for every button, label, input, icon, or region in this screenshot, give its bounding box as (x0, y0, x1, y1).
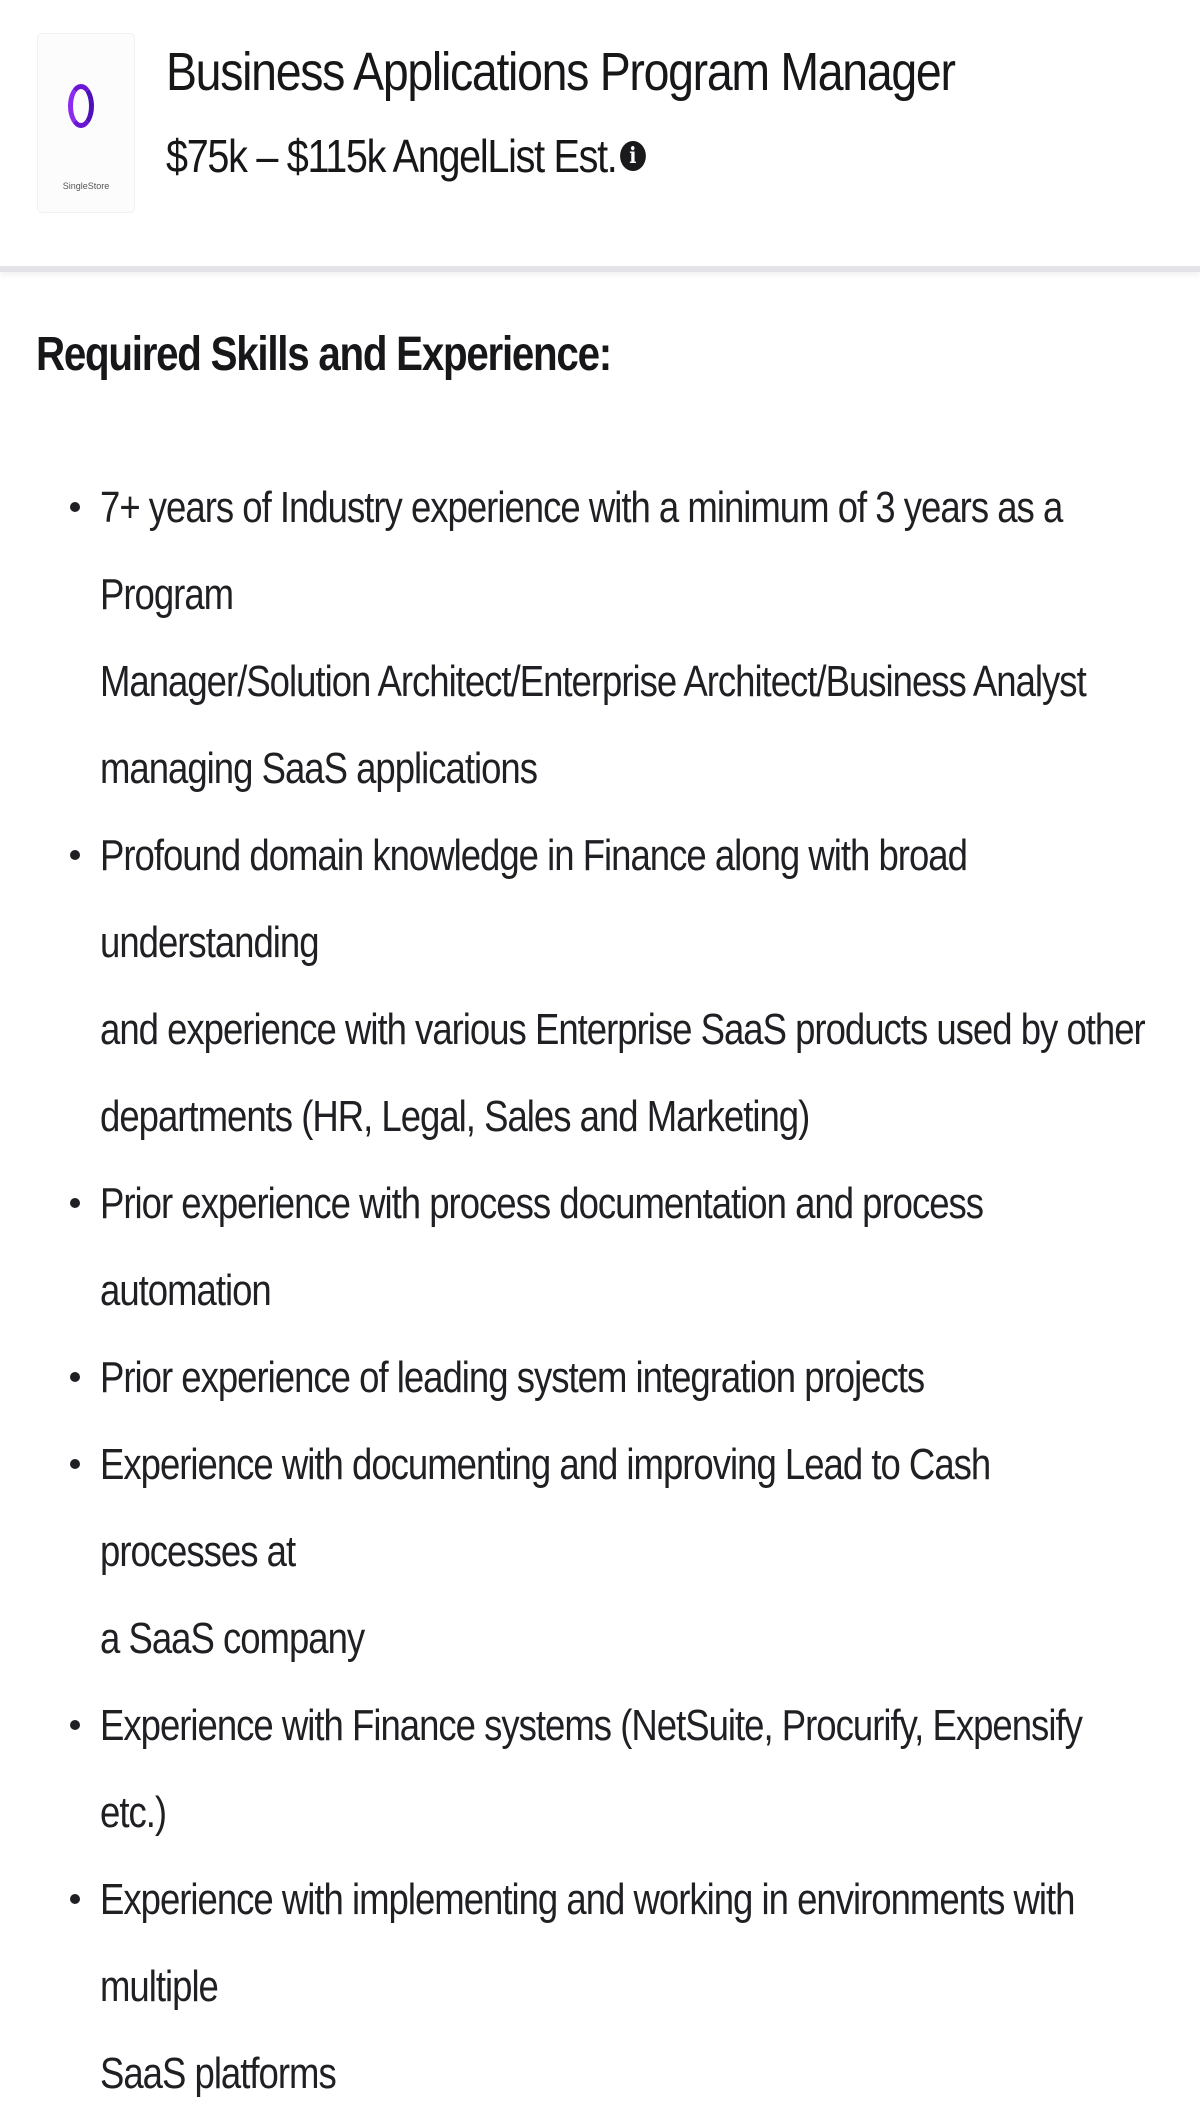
bullet-icon (70, 1459, 80, 1469)
salary-text: $75k – $115k AngelList Est. (166, 130, 617, 182)
list-item-text: Manager/Solution Architect/Enterprise Architect/Business Analyst (100, 657, 1086, 706)
list-item-text: Prior experience with process documentation and process automation (100, 1179, 984, 1315)
list-item-text: managing SaaS applications (100, 744, 538, 793)
bullet-icon (70, 1894, 80, 1904)
job-header (0, 0, 1200, 272)
list-item-text: Prior experience of leading system integration projects (100, 1353, 925, 1402)
list-item (0, 812, 1200, 1160)
list-item-text: Experience with documenting and improving Lead to Cash processes at (100, 1440, 991, 1576)
list-item-text: and experience with various Enterprise SaaS products used by other (100, 1005, 1145, 1054)
list-item-text: Experience with implementing and working in environments with multiple (100, 1875, 1075, 2011)
logo-ring-icon (68, 84, 94, 128)
bullet-icon (70, 502, 80, 512)
bullet-icon (70, 1198, 80, 1208)
list-item (0, 1856, 1200, 2117)
company-logo[interactable] (38, 34, 134, 212)
list-item-text: Profound domain knowledge in Finance along with broad understanding (100, 831, 967, 967)
logo-wordmark: SingleStore (62, 181, 110, 191)
bullet-icon (70, 850, 80, 860)
list-item-text: 7+ years of Industry experience with a minimum of 3 years as a Program (100, 483, 1063, 619)
list-item (0, 1334, 1200, 1421)
list-item-text: Experience with Finance systems (NetSuite, Procurify, Expensify etc.) (100, 1701, 1082, 1837)
bullet-icon (70, 1372, 80, 1382)
list-item (0, 1421, 1200, 1682)
list-item (0, 1682, 1200, 1856)
salary-estimate (166, 126, 646, 186)
bullet-icon (70, 1720, 80, 1730)
list-item-text: a SaaS company (100, 1614, 365, 1663)
info-icon[interactable]: i (620, 141, 646, 171)
list-item-text: SaaS platforms (100, 2049, 336, 2098)
list-item (0, 464, 1200, 812)
list-item-text: departments (HR, Legal, Sales and Marketing) (100, 1092, 810, 1141)
skills-list (0, 464, 1200, 2117)
section-heading: Required Skills and Experience: (36, 328, 611, 381)
job-title: Business Applications Program Manager (166, 42, 955, 102)
list-item (0, 1160, 1200, 1334)
